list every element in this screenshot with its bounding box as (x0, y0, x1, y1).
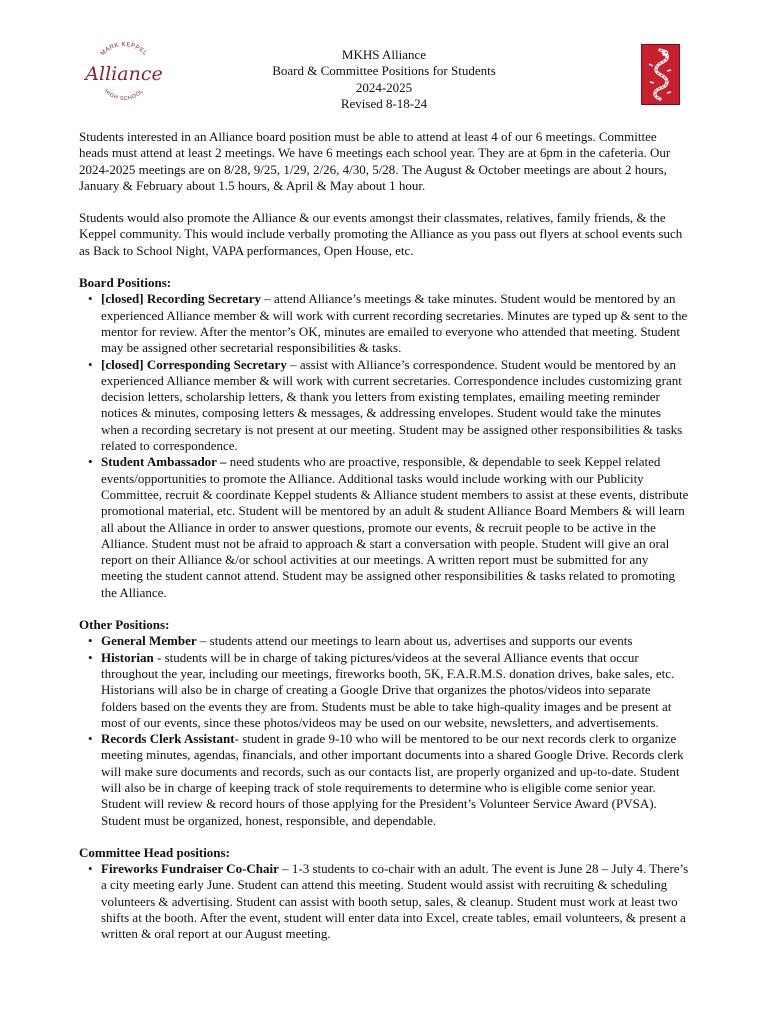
other-positions-heading: Other Positions: (79, 617, 170, 633)
position-title: [closed] Corresponding Secretary (101, 356, 287, 372)
svg-text:HIGH SCHOOL (103, 88, 145, 102)
logo-top-text: MARK KEPPEL (99, 41, 149, 58)
logo-name: Alliance (85, 63, 163, 85)
position-title: Records Clerk Assistant (101, 731, 235, 747)
header-org: MKHS Alliance (341, 47, 427, 62)
list-item (101, 861, 689, 942)
alliance-logo (78, 34, 170, 110)
header-revised: Revised 8-18-24 (340, 96, 428, 112)
position-description: - student in grade 9-10 who will be mentored to be our next records clerk to organize meeting minutes, agendas, financials, and other important documents into a shared Google Drive. Records clerk will make sure documents and records, such as our contacts list, are properly organized and up-to-date. Student will also be in charge of keeping track of stole requirements to determine who is eligible come senior year. Student will review & record hours of those applying for the President’s Volunteer Service Award (PVSA). Student must be organized, honest, responsible, and dependable. (101, 731, 684, 828)
list-item (101, 357, 689, 455)
intro-paragraph-1: Students interested in an Alliance board position must be able to attend at least 4 of our 6 meetings. Committee heads must attend at least 2 meetings. We have 6 meetings each school year. They are at 6pm in the cafeteria. Our 2024-2025 meetings are on 8/28, 9/25, 1/29, 2/26, 4/30, 5/28. The August & October meetings are about 2 hours, January & February about 1.5 hours, & April & May about 1 hour. (79, 129, 671, 193)
position-title: Fireworks Fundraiser Co-Chair (101, 861, 279, 877)
position-description: – 1-3 students to co-chair with an adult. The event is June 28 – July 4. There’s a city meeting early June. Student can attend this meeting. Student would assist with recruiting & scheduling volunteers & advertising. Student can assist with booth setup, sales, & cleanup. Student must work at least two shifts at the booth. After the event, student will enter data into Excel, create tables, email volunteers, & present a written & oral report at our August meeting. (101, 861, 689, 942)
board-positions-heading: Board Positions: (79, 275, 172, 291)
position-title: General Member (101, 633, 197, 649)
list-item (101, 650, 689, 731)
position-title: [closed] Recording Secretary (101, 291, 262, 307)
position-description: – attend Alliance’s meetings & take minutes. Student would be mentored by an experienced Alliance member & will work with current recording secretaries. Minutes are typed up & sent to the mentor for review. After the mentor’s OK, minutes are emailed to everyone who attended that meeting. Student may be assigned other secretarial responsibilities & tasks. (101, 291, 688, 356)
position-description: - students will be in charge of taking pictures/videos at the several Alliance events that occur throughout the year, including our meetings, fireworks booth, 5K, F.A.R.M.S. donation drives, bake sales, etc. Historians will also be in charge of creating a Google Drive that organizes the photos/videos into separate folders based on the events they are from. Students must be able to take high-quality images and be present at most of our events, since these photos/videos may be used on our website, newsletters, and advertisements. (101, 649, 675, 730)
logo-bottom-text: HIGH SCHOOL (102, 88, 146, 103)
position-title: Student Ambassador – (101, 454, 227, 470)
position-description: – assist with Alliance’s correspondence. Student would be mentored by an experienced Alliance member & will work with current secretaries. Correspondence includes customizing grant decision letters, scholarship letters, & thank you letters from existing templates, emailing meeting reminder notices & minutes, composing letters & messages, & addressing envelopes. Student would take the minutes when a recording secretary is not present at our meeting. Student may be assigned other responsibilities & tasks related to correspondence. (101, 356, 683, 454)
intro-paragraph-2: Students would also promote the Alliance & our events amongst their classmates, relatives, family friends, & the Keppel community. This would include verbally promoting the Alliance as you pass out flyers at school events such as Back to School Night, VAPA performances, Open House, etc. (79, 210, 683, 258)
svg-text:MARK KEPPEL (100, 42, 148, 57)
committee-positions-list (79, 861, 689, 942)
dragon-emblem-icon (641, 44, 680, 105)
document-body (79, 129, 689, 959)
list-item (101, 633, 689, 649)
header-title: Board & Committee Positions for Students (272, 63, 496, 79)
document-header (200, 47, 568, 113)
committee-positions-heading: Committee Head positions: (79, 844, 230, 860)
position-title: Historian (101, 649, 154, 665)
position-description: need students who are proactive, responsible, & dependable to seek Keppel related events/opportunities to promote the Alliance. Additional tasks would include working with our Publicity Committee, recruit & coordinate Keppel students & Alliance student members to assist at these events, distribute promotional material, etc. Student will be mentored by an adult & student Alliance Board Members & will learn all about the Alliance in order to answer questions, promote our events, & recruit people to be active in the Alliance. Student must not be afraid to approach & start a conversation with people. Student will give an oral report on their Alliance &/or school activities at our meetings. A written report must be submitted for any meeting the student cannot attend. Student may be assigned other responsibilities & tasks related to promoting the Alliance. (101, 454, 689, 600)
other-positions-list (79, 633, 689, 829)
position-description: – students attend our meetings to learn about us, advertises and supports our events (196, 633, 633, 649)
list-item (101, 291, 689, 356)
list-item (101, 731, 689, 829)
board-positions-list (79, 291, 689, 601)
header-year: 2024-2025 (355, 79, 413, 95)
list-item (101, 454, 689, 601)
